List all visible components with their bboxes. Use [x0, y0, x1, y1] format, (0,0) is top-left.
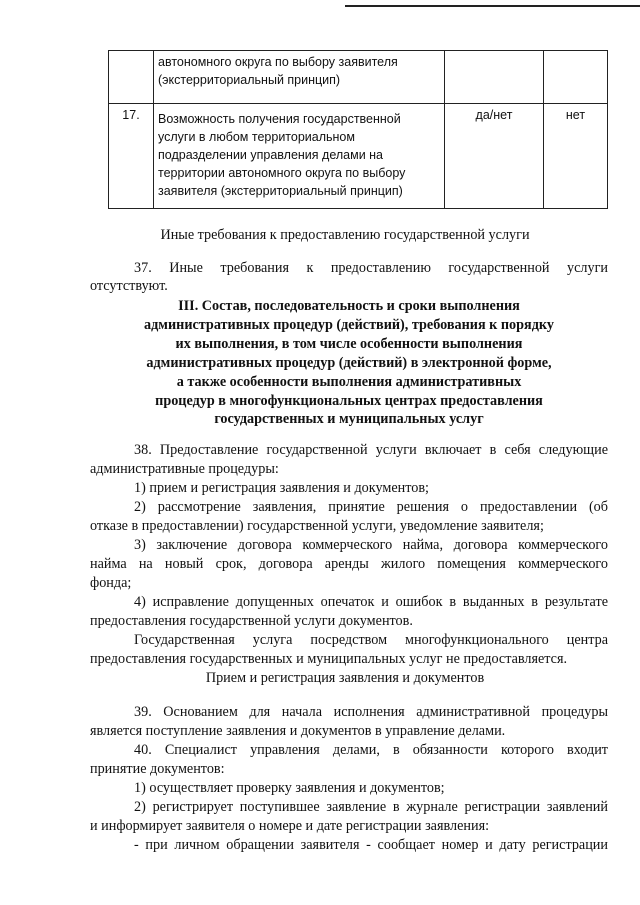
list-item: - при личном обращении заявителя - сообщает номер и дату регистрации	[134, 837, 608, 853]
section-title: административных процедур (действий), требования к порядку	[144, 317, 554, 333]
row-description: Возможность получения государственной услуги в любом территориальном подразделении управления делами на территории автономного округа по выбору заявителя (экстерриториальный принцип)	[154, 104, 445, 209]
list-item: найма на новый срок, договора аренды жилого помещения коммерческого	[90, 556, 608, 572]
row-number: 17.	[109, 104, 154, 209]
paragraph-line: отсутствуют.	[90, 278, 168, 294]
table-row	[109, 104, 608, 209]
list-item: и информирует заявителя о номере и дате регистрации заявления:	[90, 818, 490, 834]
list-item: фонда;	[90, 575, 132, 591]
paragraph-line: 37. Иные требования к предоставлению государственной услуги	[134, 260, 608, 276]
list-item: 1) прием и регистрация заявления и документов;	[134, 480, 429, 496]
section-title: их выполнения, в том числе особенности выполнения	[175, 336, 523, 352]
requirements-table	[108, 50, 608, 209]
table-row	[109, 51, 608, 104]
list-item: 4) исправление допущенных опечаток и ошибок в выданных в результате	[134, 594, 608, 610]
row-description: автономного округа по выбору заявителя (экстерриториальный принцип)	[154, 51, 445, 104]
section-title: а также особенности выполнения административных	[176, 374, 522, 390]
row-value	[445, 51, 544, 104]
section-heading: Иные требования к предоставлению государственной услуги	[160, 227, 530, 243]
paragraph-line: 40. Специалист управления делами, в обязанности которого входит	[134, 742, 608, 758]
list-item: предоставления государственной услуги документов.	[90, 613, 413, 629]
section-title: государственных и муниципальных услуг	[214, 411, 484, 427]
top-rule	[345, 5, 640, 7]
paragraph-line: является поступление заявления и документов в управление делами.	[90, 723, 506, 739]
section-title: административных процедур (действий) в электронной форме,	[146, 355, 552, 371]
row-number	[109, 51, 154, 104]
paragraph-line: административные процедуры:	[90, 461, 279, 477]
section-title: III. Состав, последовательность и сроки выполнения	[178, 298, 520, 314]
row-value	[544, 51, 608, 104]
list-item: 2) регистрирует поступившее заявление в журнале регистрации заявлений	[134, 799, 608, 815]
paragraph-line: предоставления государственных и муниципальных услуг не предоставляется.	[90, 651, 568, 667]
section-title: процедур в многофункциональных центрах предоставления	[155, 393, 543, 409]
list-item: отказе в предоставлении) государственной услуги, уведомление заявителя;	[90, 518, 544, 534]
row-value: да/нет	[445, 104, 544, 209]
list-item: 3) заключение договора коммерческого найма, договора коммерческого	[134, 537, 608, 553]
paragraph-line: принятие документов:	[90, 761, 225, 777]
paragraph-line: Государственная услуга посредством многофункционального центра	[134, 632, 608, 648]
paragraph-line: 38. Предоставление государственной услуги включает в себя следующие	[134, 442, 608, 458]
paragraph-line: 39. Основанием для начала исполнения административной процедуры	[134, 704, 608, 720]
list-item: 2) рассмотрение заявления, принятие решения о предоставлении (об	[134, 499, 608, 515]
list-item: 1) осуществляет проверку заявления и документов;	[134, 780, 445, 796]
row-value: нет	[544, 104, 608, 209]
section-heading: Прием и регистрация заявления и документов	[205, 670, 485, 686]
